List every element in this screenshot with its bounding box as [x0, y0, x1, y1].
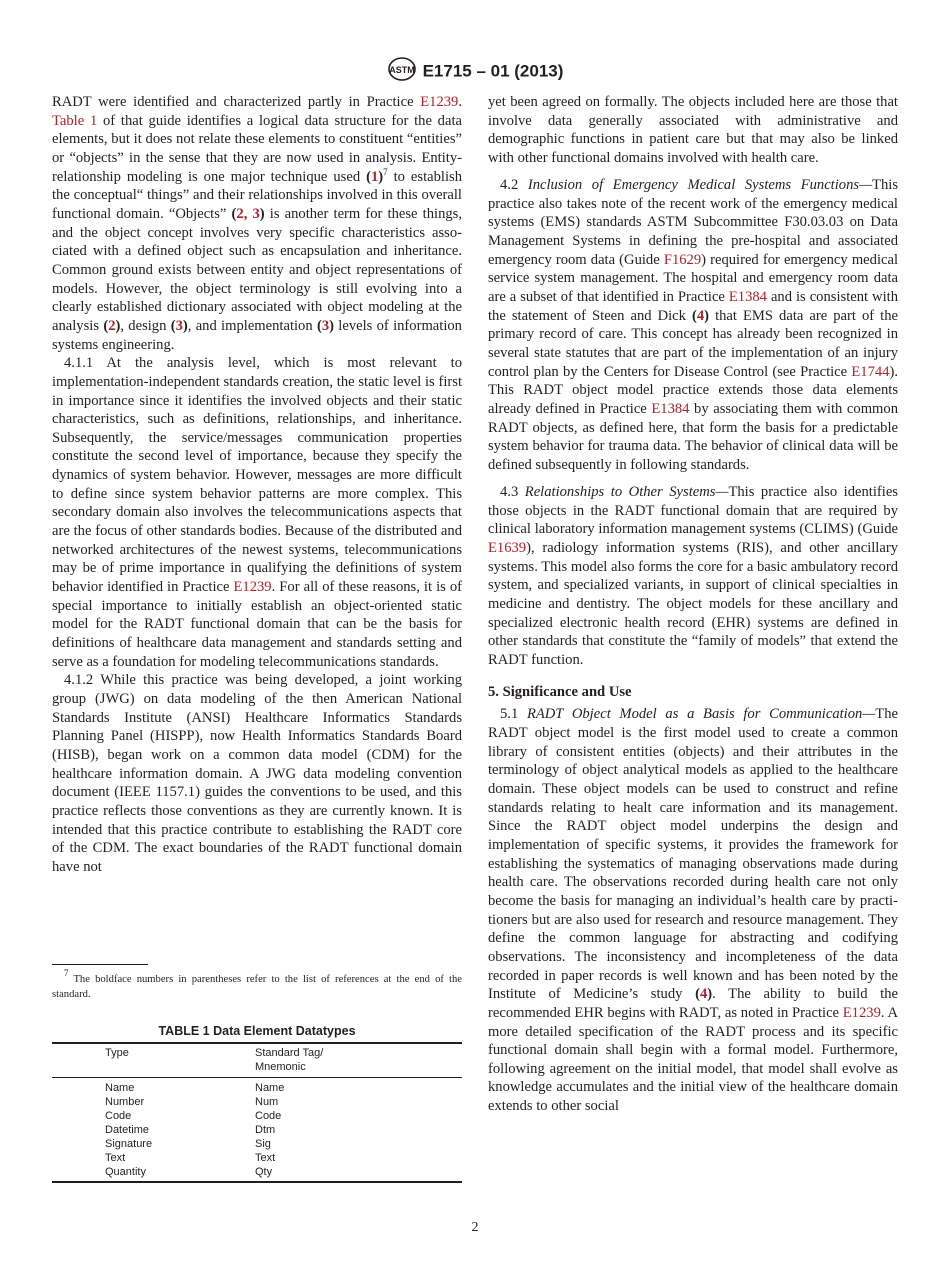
svg-text:ASTM: ASTM [388, 65, 415, 75]
text-run: ( [103, 317, 109, 334]
text-run: that EMS data are part of the primary record of care. This concept has already been recognized in several state statutes that are part of the implementation of an injury control plan by the Centers for Disease Control (see Practice [488, 307, 898, 380]
text-run: ) [182, 317, 188, 334]
text-run: ( [695, 986, 700, 1003]
column-header-standard-tag: Standard Tag/ Mnemonic [255, 1047, 324, 1073]
text-run: ( [692, 307, 697, 324]
text-run: and is consistent with the statement of Steen and Dick [488, 289, 898, 324]
table-row [52, 1165, 462, 1182]
text-run: yet been agreed on formally. The objects included here are those that involve data generally associated with administrative and demographic functions in patient care but that may also be linked with other functional domains involved with health care. [488, 94, 898, 166]
text-run: levels of information systems engineering. [52, 317, 462, 353]
text-run: 4.1.2 While this practice was being developed, a joint working group (JWG) on data modeling of the then American National Standards Institute (ANSI) Healthcare Informatics Standards Planning Panel (HISPP), now Health Informatics Standards Board (HISB), began work on a common data model (CDM) for the healthcare information domain. A JWG data modeling convention document (IEEE 1157.1) guides the conventions to be used, and this practice reflects those conventions as they are currently known. It is intended that this practice contribute to establishing the RADT core of the CDM. The exact boundaries of the RADT functional domain have not [52, 672, 462, 875]
section-title: Relationships to Other Systems— [524, 484, 729, 501]
paragraph [488, 483, 898, 670]
table-header-row [52, 1043, 462, 1078]
reference-citation-link[interactable]: 2, 3 [236, 205, 260, 222]
cross-reference-link[interactable]: E1384 [728, 289, 767, 306]
section-title: RADT Object Model as a Basis for Communication— [526, 706, 876, 723]
text-run: ) [115, 317, 121, 334]
cross-reference-link[interactable]: E1239 [420, 94, 459, 110]
cell-standard-tag: Sig [255, 1138, 271, 1150]
cross-reference-link[interactable]: F1629 [663, 251, 702, 268]
text-run: ) [329, 317, 334, 334]
reference-citation-link[interactable]: 3 [175, 317, 183, 334]
paragraph [52, 671, 462, 876]
column-header-type: Type [105, 1047, 129, 1059]
cell-type: Text [105, 1152, 126, 1164]
footnote-number: 7 [64, 968, 69, 978]
text-run: ) required for emergency medical service system management. The hospital and emergency room data are a subset of that identified in Practice [488, 251, 899, 306]
cell-type: Number [105, 1096, 145, 1108]
text-run: ) [707, 986, 713, 1003]
cross-reference-link[interactable]: Table 1 [52, 112, 98, 129]
designation: E1715 – 01 (2013) [422, 61, 564, 81]
text-run: 4.3 [500, 484, 525, 501]
cell-standard-tag: Text [255, 1152, 276, 1164]
cell-type: Name [105, 1082, 135, 1094]
footnote-divider [52, 964, 148, 965]
text-run: 4.2 [500, 177, 528, 194]
table-row [52, 1095, 462, 1109]
astm-logo-icon [387, 56, 417, 87]
cell-type: Signature [105, 1138, 153, 1150]
paragraph [488, 93, 898, 168]
reference-citation-link[interactable]: 2 [108, 317, 116, 334]
cell-standard-tag: Code [255, 1110, 282, 1122]
data-element-datatypes-table [52, 1024, 462, 1183]
text-run: by associating them with common RADT objects, as defined here, that form the basis for a predictable system behavior for trauma data. The behavior of clinical data will be defined subsequently in following standards. [488, 401, 898, 473]
paragraph [52, 354, 462, 671]
text-run: . [458, 94, 462, 110]
text-run: , and implementation [187, 317, 317, 334]
cell-standard-tag: Num [255, 1096, 279, 1108]
text-run: ) [704, 307, 710, 324]
reference-citation-link[interactable]: 1 [370, 168, 379, 185]
table-row [52, 1137, 462, 1151]
left-column [52, 93, 462, 877]
cell-standard-tag: Qty [255, 1166, 273, 1178]
text-run: , design [120, 317, 171, 334]
cell-type: Quantity [105, 1166, 146, 1178]
cell-standard-tag: Dtm [255, 1124, 276, 1136]
text-run: ( [231, 205, 237, 222]
text-run: ( [316, 317, 322, 334]
table-row [52, 1151, 462, 1165]
text-run: is another term for these things, and the object concept involves very specific characteristics associated with a defined object such as encapsulation and inheritance. Common ground exists between entity and object representations of models. However, the object terminology is still evolving into a clearly established dictionary associated with object modeling at the analysis [52, 205, 462, 334]
text-run: . A more detailed specification of the RADT process and its specific functional domain shall begin with a formal model. Furthermore, following agreement on the initial model, that model shall evolve as knowledge accumulates and the initial view of the healthcare domain extends to other social [488, 1004, 898, 1115]
footnote-marker[interactable]: 7 [383, 166, 388, 177]
text-run: . The ability to build the recommended EHR begins with RADT, as noted in Practice [488, 986, 898, 1021]
cross-reference-link[interactable]: E1639 [488, 540, 527, 557]
text-run: to establish the conceptual“ things” and their relationships involved in this overall functional domain. “Objects” [52, 168, 462, 222]
footnote-text: The boldface numbers in parentheses refer to the list of references at the end of the standard. [52, 974, 462, 1000]
right-column [488, 93, 898, 1116]
table-row [52, 1078, 462, 1096]
paragraph [488, 705, 898, 1115]
text-run: of that guide identifies a logical data structure for the data elements, but it does not relate these elements to constituent “entities” or “objects” in the sense that they are now used in analysis. Entity-relationship modeling is one major technique used [52, 112, 462, 185]
cross-reference-link[interactable]: E1239 [233, 579, 272, 596]
text-run: ( [170, 317, 176, 334]
text-run: ) [378, 168, 384, 185]
text-run: This practice also identifies those objects in the RADT functional domain that are required by clinical laboratory information management systems (CLIMS) (Guide [488, 484, 898, 538]
cell-type: Datetime [105, 1124, 150, 1136]
paragraph [52, 93, 462, 354]
cross-reference-link[interactable]: E1239 [842, 1004, 881, 1021]
text-run: This practice also takes note of the recent work of the emergency medical systems (EMS) standards ASTM Subcommittee F30.03.03 on Data Management Systems in defining the pre-hospital and associated emergency room data (Guide [488, 177, 898, 268]
reference-citation-link[interactable]: 4 [699, 986, 708, 1003]
paragraph [488, 176, 898, 475]
table-row [52, 1123, 462, 1137]
section-title: Inclusion of Emergency Medical Systems Functions— [527, 177, 873, 194]
reference-citation-link[interactable]: 3 [321, 317, 330, 334]
table-row [52, 1109, 462, 1123]
cross-reference-link[interactable]: E1744 [851, 363, 890, 380]
cell-standard-tag: Name [255, 1082, 285, 1094]
reference-citation-link[interactable]: 4 [696, 307, 705, 324]
text-run: ) [259, 205, 265, 222]
page-header [0, 56, 950, 87]
table-caption: TABLE 1 Data Element Datatypes [158, 1024, 356, 1038]
text-run: The RADT object model is the first model used to create a common library of consistent entities (objects) and their attributes in the terminology of object analytical models as applied to the healthcare domain. These object models can be used to construct and refine standards relating to healt care information and its management. Since the RADT object model underpins the design and implementation of specific systems, it provides the framework for establishing the systematics of managing observations made during health care. The observations recorded during health care not only become the basis for managing an individual’s health care by practitioners but are also used for research and resource management. They define the common language for abstracting and codifying observations. The inconsistency and incompleteness of the data recorded in paper records is well known and has been noted by the Institute of Medicine’s study [488, 706, 898, 1003]
cross-reference-link[interactable]: E1384 [651, 401, 690, 417]
text-run: RADT were identified and characterized partly in Practice [52, 94, 421, 110]
page-number: 2 [471, 1220, 479, 1235]
section-heading: 5. Significance and Use [488, 683, 632, 700]
text-run: ( [366, 168, 371, 185]
footnote [52, 968, 462, 1002]
text-run: 4.1.1 At the analysis level, which is most relevant to implementation-independent standards creation, the static level is first in importance since it identifies the involved objects and their static characteristics, such as definitions, relationships, and inheritance. Subsequently, the service/messages communication properties constitute the second level of importance, because they specify the dynamics of system behavior. However, messages are more difficult to define since system behavior patterns are more complex. This secondary domain also involves the telecommunications aspects that are the focus of other standards bodies. Because of the distributed and networked architectures of the newest systems, telecommunications may be of prime importance in qualifying the definitions of system behavior identified in Practice [52, 355, 462, 596]
text-run: 5.1 [500, 706, 527, 723]
text-run: ). This RADT object model practice extends those data elements already defined in Practice [488, 363, 898, 417]
text-run: ), radiology information systems (RIS), and other ancillary systems. This model also forms the core for a basic ambulatory record system, and specialized variants, in support of clinical specialties in medicine and dentistry. The object models for these ancillary and specialized electronic health record (EHR) systems are defined in other standards that constitute the “family of models” that extend the RADT function. [488, 540, 898, 669]
text-run: . For all of these reasons, it is of special importance to initially establish an object-oriented static model for the RADT functional domain that can be the basis for definitions of healthcare data management and standards setting and serve as a foundation for modeling telecommunications standards. [52, 579, 462, 670]
cell-type: Code [105, 1110, 132, 1122]
